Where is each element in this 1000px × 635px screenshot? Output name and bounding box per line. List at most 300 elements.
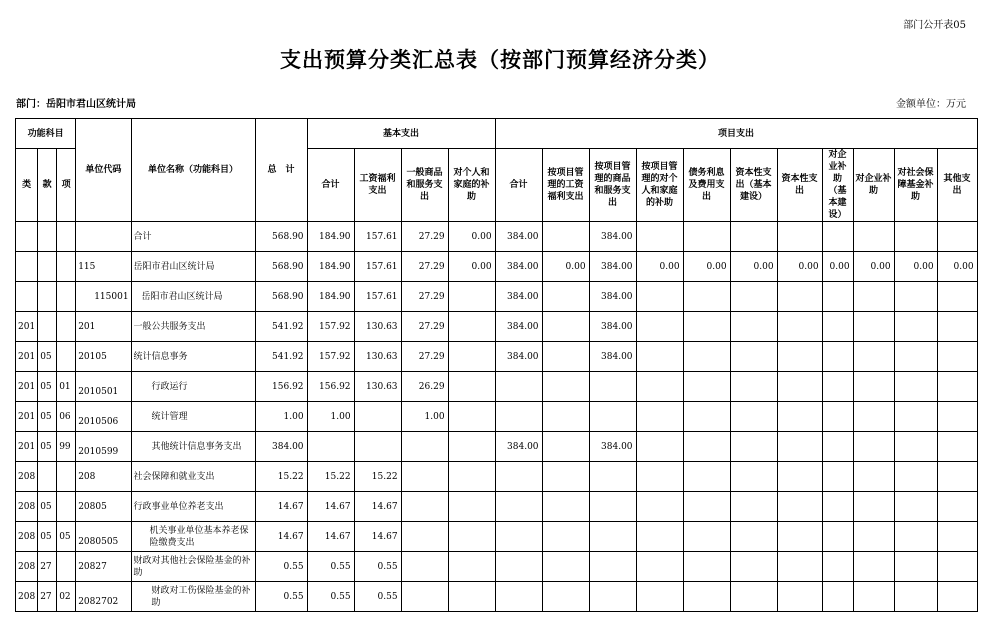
- table-row: [16, 282, 978, 312]
- kuan-cell: [38, 312, 57, 342]
- project-value-cell: [937, 372, 977, 402]
- total-cell: 1.00: [255, 402, 307, 432]
- project-value-cell: [937, 462, 977, 492]
- project-value-cell: [730, 342, 777, 372]
- project-value-cell: [822, 492, 853, 522]
- project-value-cell: [730, 282, 777, 312]
- project-value-cell: [822, 522, 853, 552]
- lei-cell: [16, 282, 38, 312]
- project-value-cell: [937, 552, 977, 582]
- xiang-cell: 02: [57, 582, 76, 612]
- xiang-cell: 01: [57, 372, 76, 402]
- project-value-cell: [589, 462, 636, 492]
- project-value-cell: 384.00: [589, 312, 636, 342]
- project-value-cell: [683, 552, 730, 582]
- project-value-cell: 384.00: [495, 312, 542, 342]
- project-value-cell: 0.00: [542, 252, 589, 282]
- unit-name-cell: 岳阳市君山区统计局: [131, 252, 255, 282]
- project-value-cell: [495, 372, 542, 402]
- basic-value-cell: 14.67: [307, 492, 354, 522]
- project-value-cell: [853, 282, 894, 312]
- project-value-cell: [730, 492, 777, 522]
- unit-name-cell: 统计信息事务: [131, 342, 255, 372]
- project-subheader: 资本性支出（基本建设）: [730, 149, 777, 222]
- project-value-cell: [937, 582, 977, 612]
- project-value-cell: [542, 342, 589, 372]
- xiang-cell: [57, 312, 76, 342]
- unit-code-cell: 208: [76, 462, 131, 492]
- project-expense-header: 项目支出: [495, 119, 977, 149]
- project-value-cell: [683, 342, 730, 372]
- basic-value-cell: 0.55: [354, 582, 401, 612]
- project-value-cell: [822, 402, 853, 432]
- basic-value-cell: 157.92: [307, 312, 354, 342]
- basic-value-cell: 130.63: [354, 372, 401, 402]
- xiang-cell: [57, 282, 76, 312]
- unit-code-cell: [76, 222, 131, 252]
- basic-value-cell: 184.90: [307, 252, 354, 282]
- xiang-cell: 06: [57, 402, 76, 432]
- unit-name-cell: 行政事业单位养老支出: [131, 492, 255, 522]
- project-subheader: 资本性支出: [777, 149, 822, 222]
- project-value-cell: [542, 312, 589, 342]
- basic-value-cell: [448, 342, 495, 372]
- project-value-cell: [636, 402, 683, 432]
- project-value-cell: [937, 282, 977, 312]
- basic-value-cell: 130.63: [354, 342, 401, 372]
- project-value-cell: [542, 522, 589, 552]
- basic-value-cell: 184.90: [307, 222, 354, 252]
- basic-value-cell: 0.55: [307, 552, 354, 582]
- project-value-cell: [937, 432, 977, 462]
- basic-value-cell: [307, 432, 354, 462]
- project-value-cell: [495, 402, 542, 432]
- basic-subheader: 一般商品和服务支出: [401, 149, 448, 222]
- project-value-cell: [894, 552, 937, 582]
- xiang-cell: [57, 552, 76, 582]
- table-row: [16, 492, 978, 522]
- project-value-cell: [853, 432, 894, 462]
- project-value-cell: [542, 552, 589, 582]
- project-value-cell: [894, 282, 937, 312]
- kuan-cell: 27: [38, 552, 57, 582]
- project-value-cell: [777, 552, 822, 582]
- unit-name-cell: 社会保障和就业支出: [131, 462, 255, 492]
- project-value-cell: [853, 402, 894, 432]
- kuan-cell: 05: [38, 342, 57, 372]
- project-value-cell: [853, 522, 894, 552]
- project-value-cell: [542, 582, 589, 612]
- total-cell: 568.90: [255, 222, 307, 252]
- basic-value-cell: [401, 462, 448, 492]
- project-value-cell: [495, 522, 542, 552]
- lei-cell: 201: [16, 312, 38, 342]
- project-value-cell: 384.00: [589, 282, 636, 312]
- project-value-cell: [937, 342, 977, 372]
- xiang-cell: 05: [57, 522, 76, 552]
- project-value-cell: [822, 282, 853, 312]
- basic-subheader: 合计: [307, 149, 354, 222]
- unit-code-header: 单位代码: [76, 119, 131, 222]
- project-value-cell: 384.00: [495, 432, 542, 462]
- project-value-cell: [542, 222, 589, 252]
- project-value-cell: [683, 522, 730, 552]
- basic-value-cell: 26.29: [401, 372, 448, 402]
- basic-value-cell: 27.29: [401, 252, 448, 282]
- table-row: [16, 402, 978, 432]
- xiang-cell: [57, 492, 76, 522]
- lei-cell: [16, 222, 38, 252]
- project-subheader: 合计: [495, 149, 542, 222]
- project-value-cell: [894, 342, 937, 372]
- project-value-cell: [894, 372, 937, 402]
- basic-value-cell: [448, 522, 495, 552]
- project-value-cell: [937, 492, 977, 522]
- xiang-cell: [57, 462, 76, 492]
- kuan-cell: 05: [38, 492, 57, 522]
- project-value-cell: 0.00: [636, 252, 683, 282]
- basic-value-cell: [448, 582, 495, 612]
- func-subject-header: 功能科目: [16, 119, 76, 149]
- lei-cell: 208: [16, 462, 38, 492]
- basic-value-cell: [401, 492, 448, 522]
- lei-cell: 208: [16, 582, 38, 612]
- project-value-cell: [777, 372, 822, 402]
- project-value-cell: [822, 552, 853, 582]
- basic-value-cell: [448, 552, 495, 582]
- project-value-cell: [894, 582, 937, 612]
- basic-value-cell: 157.61: [354, 222, 401, 252]
- unit-code-cell: 20827: [76, 552, 131, 582]
- total-cell: 14.67: [255, 492, 307, 522]
- project-value-cell: [542, 402, 589, 432]
- project-value-cell: [937, 222, 977, 252]
- lei-cell: 201: [16, 432, 38, 462]
- project-value-cell: [636, 582, 683, 612]
- basic-value-cell: 14.67: [354, 522, 401, 552]
- kuan-header: 款: [38, 149, 57, 222]
- basic-value-cell: [448, 462, 495, 492]
- kuan-cell: 05: [38, 522, 57, 552]
- lei-cell: 208: [16, 552, 38, 582]
- basic-value-cell: [401, 432, 448, 462]
- project-value-cell: [822, 222, 853, 252]
- project-value-cell: 384.00: [589, 432, 636, 462]
- kuan-cell: 05: [38, 372, 57, 402]
- project-value-cell: [822, 462, 853, 492]
- currency-unit-label: 金额单位：万元: [896, 99, 966, 110]
- basic-value-cell: 1.00: [401, 402, 448, 432]
- project-subheader: 其他支出: [937, 149, 977, 222]
- table-row: [16, 582, 978, 612]
- xiang-cell: [57, 252, 76, 282]
- basic-value-cell: 157.61: [354, 252, 401, 282]
- project-value-cell: [495, 552, 542, 582]
- project-value-cell: [777, 282, 822, 312]
- unit-name-cell: 财政对工伤保险基金的补助: [131, 582, 255, 612]
- project-value-cell: [730, 222, 777, 252]
- unit-name-cell: 统计管理: [131, 402, 255, 432]
- project-value-cell: [636, 552, 683, 582]
- basic-value-cell: [448, 282, 495, 312]
- project-value-cell: [542, 372, 589, 402]
- unit-name-cell: 合计: [131, 222, 255, 252]
- basic-value-cell: 184.90: [307, 282, 354, 312]
- project-value-cell: 384.00: [495, 252, 542, 282]
- unit-code-cell: 20805: [76, 492, 131, 522]
- project-value-cell: 0.00: [730, 252, 777, 282]
- form-number: 部门公开表05: [903, 20, 966, 31]
- project-value-cell: [730, 552, 777, 582]
- department-label: 部门：岳阳市君山区统计局: [16, 99, 136, 110]
- xiang-cell: [57, 222, 76, 252]
- project-value-cell: [730, 582, 777, 612]
- project-value-cell: [937, 312, 977, 342]
- project-value-cell: [853, 222, 894, 252]
- project-value-cell: [894, 492, 937, 522]
- basic-value-cell: [354, 432, 401, 462]
- project-value-cell: [822, 582, 853, 612]
- project-value-cell: [636, 372, 683, 402]
- project-value-cell: [777, 522, 822, 552]
- basic-value-cell: 14.67: [307, 522, 354, 552]
- basic-value-cell: 1.00: [307, 402, 354, 432]
- project-value-cell: 0.00: [683, 252, 730, 282]
- project-value-cell: [894, 522, 937, 552]
- project-value-cell: [683, 492, 730, 522]
- basic-subheader: 对个人和家庭的补助: [448, 149, 495, 222]
- unit-name-cell: 财政对其他社会保险基金的补助: [131, 552, 255, 582]
- project-value-cell: 0.00: [937, 252, 977, 282]
- unit-code-cell: 2010501: [76, 372, 131, 402]
- project-value-cell: [822, 342, 853, 372]
- lei-cell: 201: [16, 402, 38, 432]
- unit-code-cell: 2082702: [76, 582, 131, 612]
- project-value-cell: [853, 462, 894, 492]
- xiang-cell: [57, 342, 76, 372]
- basic-value-cell: [354, 402, 401, 432]
- total-cell: 156.92: [255, 372, 307, 402]
- project-value-cell: [894, 462, 937, 492]
- project-subheader: 债务利息及费用支出: [683, 149, 730, 222]
- project-value-cell: [636, 462, 683, 492]
- kuan-cell: [38, 282, 57, 312]
- table-row: [16, 372, 978, 402]
- project-value-cell: [730, 372, 777, 402]
- total-cell: 568.90: [255, 282, 307, 312]
- basic-value-cell: 157.61: [354, 282, 401, 312]
- project-value-cell: [853, 342, 894, 372]
- project-value-cell: [683, 372, 730, 402]
- project-value-cell: [542, 462, 589, 492]
- basic-value-cell: [448, 372, 495, 402]
- project-value-cell: [777, 342, 822, 372]
- basic-value-cell: 0.55: [354, 552, 401, 582]
- table-row: [16, 222, 978, 252]
- total-header: 总 计: [255, 119, 307, 222]
- project-value-cell: [636, 522, 683, 552]
- kuan-cell: [38, 222, 57, 252]
- total-cell: 384.00: [255, 432, 307, 462]
- project-value-cell: [636, 432, 683, 462]
- project-value-cell: [730, 462, 777, 492]
- table-row: [16, 312, 978, 342]
- unit-name-cell: 行政运行: [131, 372, 255, 402]
- basic-value-cell: [448, 402, 495, 432]
- table-row: [16, 522, 978, 552]
- project-value-cell: [636, 222, 683, 252]
- unit-code-cell: 20105: [76, 342, 131, 372]
- project-value-cell: [937, 402, 977, 432]
- table-row: [16, 432, 978, 462]
- basic-value-cell: 27.29: [401, 342, 448, 372]
- lei-cell: [16, 252, 38, 282]
- project-value-cell: [683, 402, 730, 432]
- basic-expense-header: 基本支出: [307, 119, 495, 149]
- project-value-cell: [730, 432, 777, 462]
- total-cell: 568.90: [255, 252, 307, 282]
- project-value-cell: [495, 582, 542, 612]
- kuan-cell: [38, 462, 57, 492]
- project-value-cell: 384.00: [495, 282, 542, 312]
- project-value-cell: [730, 402, 777, 432]
- project-value-cell: 384.00: [589, 252, 636, 282]
- project-value-cell: [589, 402, 636, 432]
- project-value-cell: [853, 312, 894, 342]
- project-value-cell: [683, 282, 730, 312]
- project-value-cell: [894, 402, 937, 432]
- project-value-cell: [853, 582, 894, 612]
- basic-value-cell: [448, 492, 495, 522]
- project-value-cell: [777, 582, 822, 612]
- project-value-cell: [822, 312, 853, 342]
- total-cell: 541.92: [255, 312, 307, 342]
- project-value-cell: [894, 312, 937, 342]
- project-value-cell: [495, 462, 542, 492]
- project-value-cell: 384.00: [589, 342, 636, 372]
- unit-code-cell: 2080505: [76, 522, 131, 552]
- basic-value-cell: [401, 552, 448, 582]
- project-value-cell: [542, 492, 589, 522]
- basic-value-cell: 15.22: [354, 462, 401, 492]
- project-value-cell: [853, 492, 894, 522]
- basic-value-cell: 0.00: [448, 252, 495, 282]
- project-value-cell: [683, 312, 730, 342]
- project-value-cell: [589, 522, 636, 552]
- basic-value-cell: [401, 522, 448, 552]
- project-value-cell: [777, 312, 822, 342]
- basic-value-cell: 156.92: [307, 372, 354, 402]
- project-value-cell: 0.00: [894, 252, 937, 282]
- lei-cell: 201: [16, 342, 38, 372]
- unit-code-cell: 115: [76, 252, 131, 282]
- kuan-cell: 05: [38, 432, 57, 462]
- unit-name-header: 单位名称（功能科目）: [131, 119, 255, 222]
- project-value-cell: [683, 432, 730, 462]
- total-cell: 0.55: [255, 552, 307, 582]
- project-value-cell: [777, 402, 822, 432]
- project-subheader: 对企业补助: [853, 149, 894, 222]
- project-value-cell: [542, 282, 589, 312]
- project-subheader: 按项目管理的商品和服务支出: [589, 149, 636, 222]
- project-value-cell: 384.00: [589, 222, 636, 252]
- xiang-header: 项: [57, 149, 76, 222]
- unit-code-cell: 201: [76, 312, 131, 342]
- project-value-cell: [542, 432, 589, 462]
- basic-value-cell: 130.63: [354, 312, 401, 342]
- table-row: [16, 342, 978, 372]
- project-value-cell: [683, 462, 730, 492]
- project-subheader: 对企业补助（基本建设）: [822, 149, 853, 222]
- table-row: [16, 462, 978, 492]
- unit-code-cell: 115001: [76, 282, 131, 312]
- page-title: 支出预算分类汇总表（按部门预算经济分类）: [280, 47, 720, 72]
- project-value-cell: 0.00: [777, 252, 822, 282]
- lei-header: 类: [16, 149, 38, 222]
- table-row: [16, 552, 978, 582]
- basic-value-cell: 157.92: [307, 342, 354, 372]
- project-value-cell: [495, 492, 542, 522]
- project-value-cell: [683, 222, 730, 252]
- basic-value-cell: [448, 312, 495, 342]
- project-value-cell: 0.00: [822, 252, 853, 282]
- kuan-cell: [38, 252, 57, 282]
- project-value-cell: [777, 492, 822, 522]
- project-value-cell: [853, 372, 894, 402]
- unit-name-cell: 其他统计信息事务支出: [131, 432, 255, 462]
- project-value-cell: [636, 342, 683, 372]
- project-value-cell: [777, 462, 822, 492]
- basic-value-cell: 27.29: [401, 312, 448, 342]
- unit-code-cell: 2010506: [76, 402, 131, 432]
- project-value-cell: [937, 522, 977, 552]
- basic-value-cell: 15.22: [307, 462, 354, 492]
- total-cell: 541.92: [255, 342, 307, 372]
- unit-name-cell: 一般公共服务支出: [131, 312, 255, 342]
- project-subheader: 对社会保障基金补助: [894, 149, 937, 222]
- project-value-cell: [730, 522, 777, 552]
- project-value-cell: 384.00: [495, 222, 542, 252]
- project-value-cell: [589, 372, 636, 402]
- project-value-cell: [636, 282, 683, 312]
- lei-cell: 201: [16, 372, 38, 402]
- project-value-cell: [683, 582, 730, 612]
- table-row: [16, 252, 978, 282]
- basic-value-cell: 27.29: [401, 282, 448, 312]
- project-value-cell: [636, 492, 683, 522]
- total-cell: 15.22: [255, 462, 307, 492]
- total-cell: 0.55: [255, 582, 307, 612]
- xiang-cell: 99: [57, 432, 76, 462]
- project-value-cell: [853, 552, 894, 582]
- lei-cell: 208: [16, 492, 38, 522]
- project-value-cell: [822, 432, 853, 462]
- project-value-cell: [636, 312, 683, 342]
- project-value-cell: [777, 222, 822, 252]
- project-subheader: 按项目管理的工资福利支出: [542, 149, 589, 222]
- project-value-cell: [730, 312, 777, 342]
- kuan-cell: 05: [38, 402, 57, 432]
- lei-cell: 208: [16, 522, 38, 552]
- project-value-cell: 0.00: [853, 252, 894, 282]
- basic-value-cell: [448, 432, 495, 462]
- unit-name-cell: 岳阳市君山区统计局: [131, 282, 255, 312]
- project-subheader: 按项目管理的对个人和家庭的补助: [636, 149, 683, 222]
- project-value-cell: [777, 432, 822, 462]
- total-cell: 14.67: [255, 522, 307, 552]
- project-value-cell: [589, 582, 636, 612]
- basic-value-cell: 14.67: [354, 492, 401, 522]
